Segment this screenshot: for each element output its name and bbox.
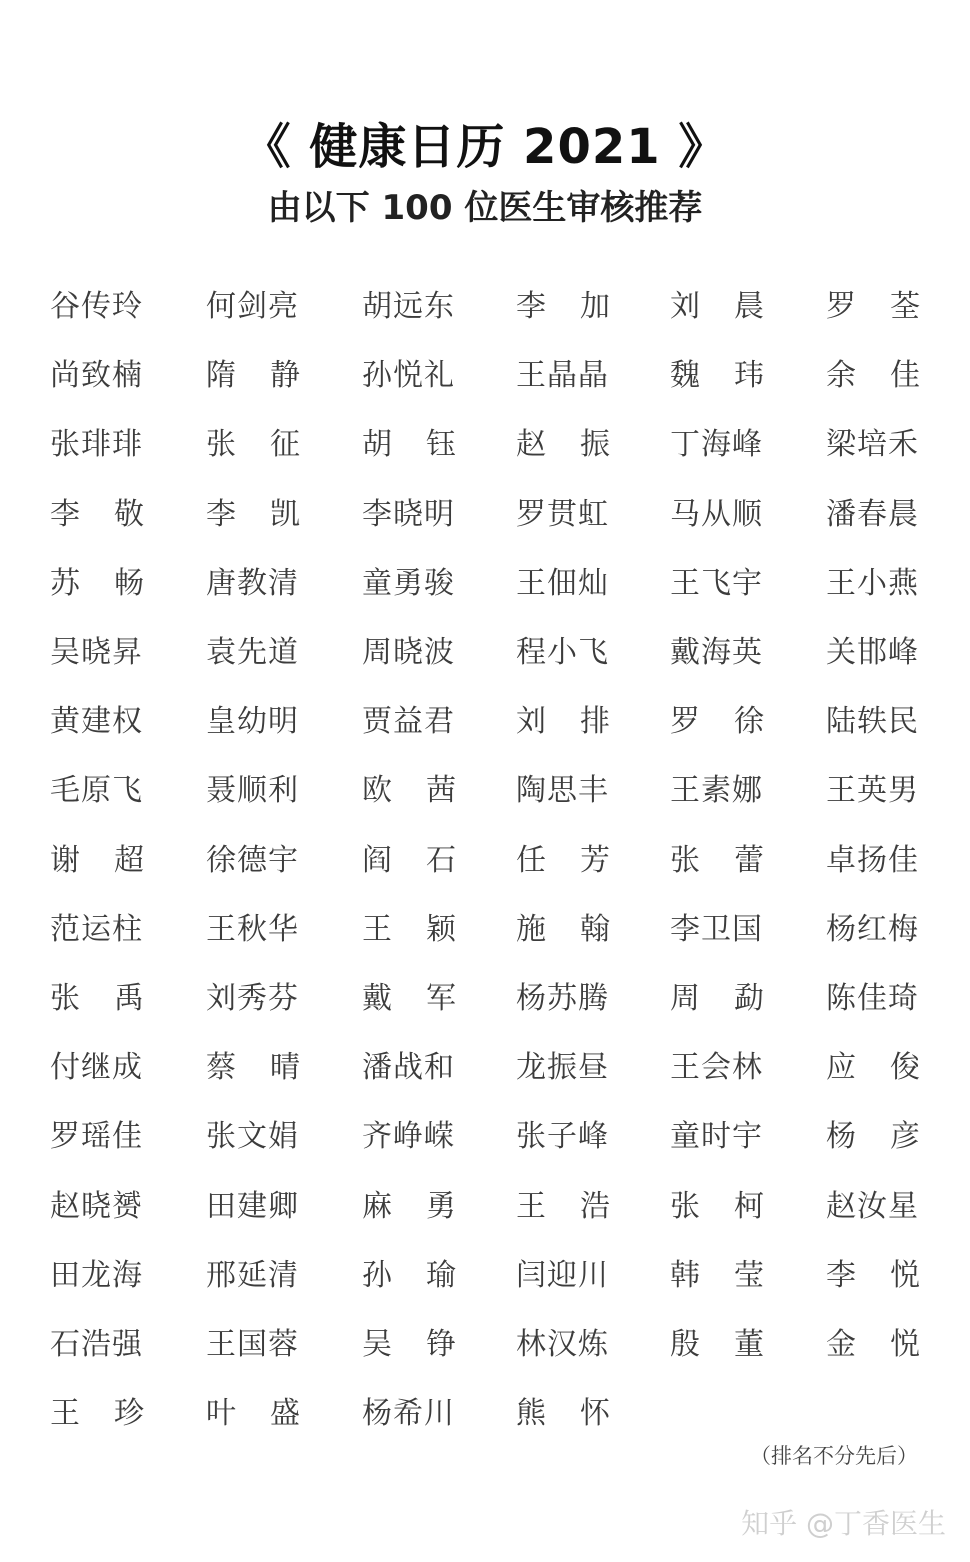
doctor-name: 苏 畅 bbox=[50, 565, 144, 601]
doctor-name: 陈佳琦 bbox=[826, 980, 919, 1016]
doctor-name: 叶 盛 bbox=[206, 1396, 300, 1432]
doctor-name: 吴 铮 bbox=[362, 1326, 456, 1362]
doctor-name: 韩 莹 bbox=[670, 1257, 764, 1293]
doctor-name: 杨 彦 bbox=[826, 1119, 920, 1155]
doctor-name: 毛原飞 bbox=[50, 773, 143, 809]
doctor-name: 王小燕 bbox=[826, 565, 919, 601]
doctor-name: 田龙海 bbox=[50, 1257, 143, 1293]
doctor-name: 罗 荃 bbox=[826, 289, 920, 325]
doctor-name: 杨苏腾 bbox=[516, 980, 609, 1016]
doctor-name: 李 敬 bbox=[50, 496, 144, 532]
page-subtitle: 由以下 100 位医生审核推荐 bbox=[267, 188, 703, 228]
doctor-name: 谢 超 bbox=[50, 842, 144, 878]
doctor-name: 赵晓赟 bbox=[50, 1188, 143, 1224]
doctor-name: 赵 振 bbox=[516, 427, 610, 463]
doctor-name: 王英男 bbox=[826, 773, 919, 809]
doctor-name: 聂顺利 bbox=[206, 773, 299, 809]
doctor-name: 李晓明 bbox=[362, 496, 455, 532]
doctor-name: 唐教清 bbox=[206, 565, 299, 601]
doctor-name: 付继成 bbox=[50, 1050, 143, 1086]
doctor-name: 黄建权 bbox=[50, 704, 143, 740]
doctor-name: 任 芳 bbox=[516, 842, 610, 878]
doctor-name: 贾益君 bbox=[362, 704, 455, 740]
doctor-name: 王素娜 bbox=[670, 773, 763, 809]
page-title: 《 健康日历 2021 》 bbox=[242, 119, 728, 175]
doctor-name: 胡 钰 bbox=[362, 427, 456, 463]
doctor-name: 张 征 bbox=[206, 427, 300, 463]
doctor-name: 阎 石 bbox=[362, 842, 456, 878]
doctor-name: 王会林 bbox=[670, 1050, 763, 1086]
doctor-name: 童时宇 bbox=[670, 1119, 763, 1155]
doctor-name: 王 浩 bbox=[516, 1188, 610, 1224]
doctor-name: 林汉炼 bbox=[516, 1326, 609, 1362]
doctor-name: 邢延清 bbox=[206, 1257, 299, 1293]
doctor-name: 范运柱 bbox=[50, 911, 143, 947]
doctor-name: 周晓波 bbox=[362, 635, 455, 671]
doctor-name: 马从顺 bbox=[670, 496, 763, 532]
doctor-name: 孙 瑜 bbox=[362, 1257, 456, 1293]
doctor-name: 李卫国 bbox=[670, 911, 763, 947]
doctor-name: 戴海英 bbox=[670, 635, 763, 671]
doctor-name: 丁海峰 bbox=[670, 427, 763, 463]
doctor-name: 王 珍 bbox=[50, 1396, 144, 1432]
doctor-name: 刘 晨 bbox=[670, 289, 764, 325]
doctor-name: 王国蓉 bbox=[206, 1326, 299, 1362]
doctor-name: 罗 徐 bbox=[670, 704, 764, 740]
doctor-name: 何剑亮 bbox=[206, 289, 299, 325]
doctor-name-grid bbox=[50, 272, 930, 1448]
doctor-name: 应 俊 bbox=[826, 1050, 920, 1086]
doctor-name: 吴晓昇 bbox=[50, 635, 143, 671]
doctor-name: 童勇骏 bbox=[362, 565, 455, 601]
doctor-name: 胡远东 bbox=[362, 289, 455, 325]
doctor-name: 欧 茜 bbox=[362, 773, 456, 809]
doctor-name: 关邯峰 bbox=[826, 635, 919, 671]
doctor-name: 殷 董 bbox=[670, 1326, 764, 1362]
zhihu-watermark: 知乎 @丁香医生 bbox=[741, 1507, 946, 1540]
doctor-name: 皇幼明 bbox=[206, 704, 299, 740]
doctor-name: 王秋华 bbox=[206, 911, 299, 947]
doctor-name: 张 柯 bbox=[670, 1188, 764, 1224]
doctor-name: 刘秀芬 bbox=[206, 980, 299, 1016]
ranking-note: （排名不分先后） bbox=[750, 1444, 918, 1468]
doctor-name: 潘战和 bbox=[362, 1050, 455, 1086]
doctor-name: 罗瑶佳 bbox=[50, 1119, 143, 1155]
doctor-name: 赵汝星 bbox=[826, 1188, 919, 1224]
doctor-name: 田建卿 bbox=[206, 1188, 299, 1224]
doctor-name: 龙振昼 bbox=[516, 1050, 609, 1086]
doctor-name: 陶思丰 bbox=[516, 773, 609, 809]
doctor-name: 熊 怀 bbox=[516, 1396, 610, 1432]
doctor-name: 张 禹 bbox=[50, 980, 144, 1016]
doctor-name: 隋 静 bbox=[206, 358, 300, 394]
doctor-name: 孙悦礼 bbox=[362, 358, 455, 394]
doctor-name: 张文娟 bbox=[206, 1119, 299, 1155]
doctor-name: 蔡 晴 bbox=[206, 1050, 300, 1086]
doctor-name: 梁培禾 bbox=[826, 427, 919, 463]
doctor-name: 刘 排 bbox=[516, 704, 610, 740]
doctor-name: 麻 勇 bbox=[362, 1188, 456, 1224]
doctor-name: 金 悦 bbox=[826, 1326, 920, 1362]
doctor-name: 杨红梅 bbox=[826, 911, 919, 947]
doctor-name: 王飞宇 bbox=[670, 565, 763, 601]
doctor-name: 石浩强 bbox=[50, 1326, 143, 1362]
doctor-name: 罗贯虹 bbox=[516, 496, 609, 532]
doctor-name: 王佃灿 bbox=[516, 565, 609, 601]
doctor-name: 李 加 bbox=[516, 289, 610, 325]
doctor-name: 程小飞 bbox=[516, 635, 609, 671]
doctor-name: 袁先道 bbox=[206, 635, 299, 671]
doctor-name: 谷传玲 bbox=[50, 289, 143, 325]
doctor-name: 魏 玮 bbox=[670, 358, 764, 394]
doctor-name: 齐峥嵘 bbox=[362, 1119, 455, 1155]
doctor-name: 卓扬佳 bbox=[826, 842, 919, 878]
doctor-name: 张琲琲 bbox=[50, 427, 143, 463]
doctor-name: 张子峰 bbox=[516, 1119, 609, 1155]
doctor-name: 潘春晨 bbox=[826, 496, 919, 532]
doctor-name: 尚致楠 bbox=[50, 358, 143, 394]
doctor-name: 杨希川 bbox=[362, 1396, 455, 1432]
doctor-name: 徐德宇 bbox=[206, 842, 299, 878]
doctor-name: 张 蕾 bbox=[670, 842, 764, 878]
doctor-name: 周 勐 bbox=[670, 980, 764, 1016]
doctor-name: 余 佳 bbox=[826, 358, 920, 394]
doctor-name: 王晶晶 bbox=[516, 358, 609, 394]
doctor-name: 王 颖 bbox=[362, 911, 456, 947]
doctor-name: 李 悦 bbox=[826, 1257, 920, 1293]
doctor-name: 戴 军 bbox=[362, 980, 456, 1016]
doctor-name: 闫迎川 bbox=[516, 1257, 609, 1293]
doctor-name: 李 凯 bbox=[206, 496, 300, 532]
doctor-name: 施 翰 bbox=[516, 911, 610, 947]
doctor-name: 陆轶民 bbox=[826, 704, 919, 740]
